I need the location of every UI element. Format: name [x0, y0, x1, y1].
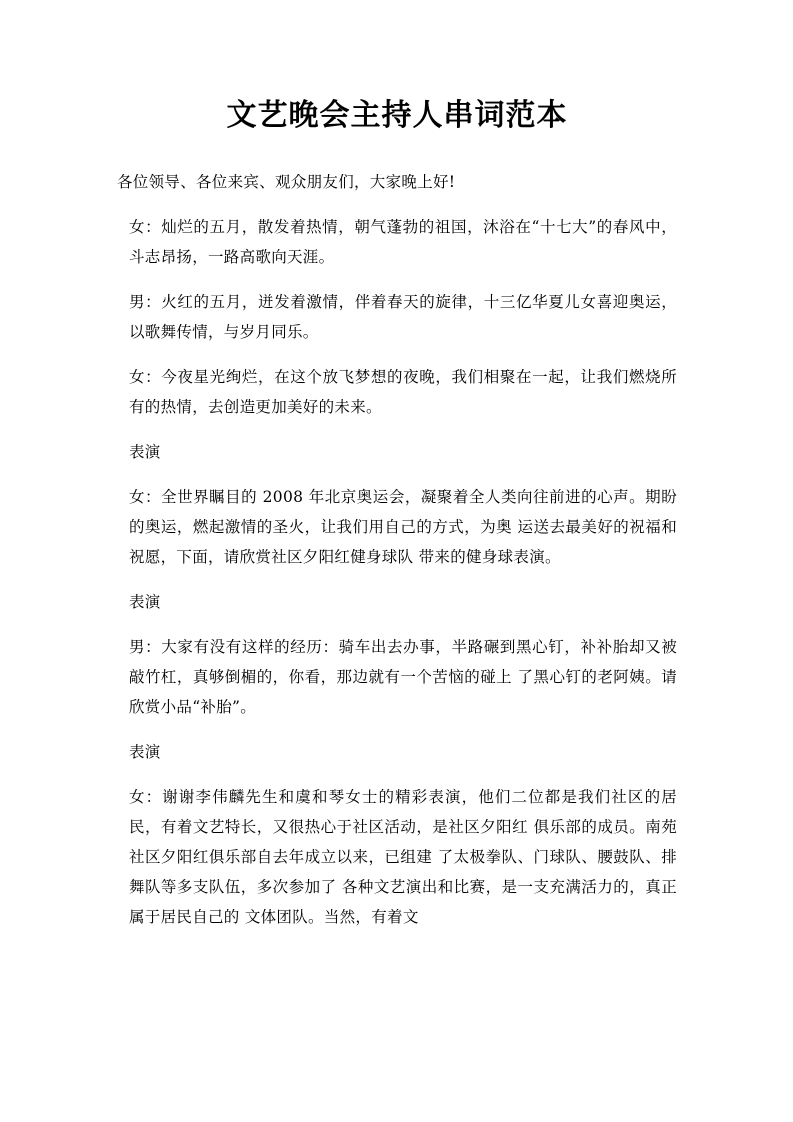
paragraph: 男：大家有没有这样的经历：骑车出去办事，半路碾到黑心钉，补补胎却又被敲竹杠，真够倒楣的，你看，那边就有一个苦恼的碰上 了黑心钉的老阿姨。请欣赏小品“补胎”。	[129, 638, 677, 716]
document-body	[117, 167, 677, 932]
paragraph-greeting: 各位领导、各位来宾、观众朋友们，大家晚上好!	[117, 173, 456, 191]
performance-label: 表演	[129, 743, 161, 761]
performance-label: 表演	[129, 593, 161, 611]
paragraph: 女：全世界瞩目的 2008 年北京奥运会，凝聚着全人类向往前进的心声。期盼的奥运，燃起激情的圣火，让我们用自己的方式，为奥 运送去最美好的祝福和祝愿，下面，请欣赏社区夕阳红健身球队 带来的健身球表演。	[129, 488, 677, 566]
performance-label: 表演	[129, 443, 161, 461]
document-title: 文艺晚会主持人串词范本	[226, 98, 568, 133]
paragraph: 女：灿烂的五月，散发着热情，朝气蓬勃的祖国，沐浴在“十七大”的春风中，斗志昂扬，一路高歌向天涯。	[129, 218, 677, 266]
paragraph: 女：今夜星光绚烂，在这个放飞梦想的夜晚，我们相聚在一起，让我们燃烧所有的热情，去创造更加美好的未来。	[129, 368, 677, 416]
paragraph: 女：谢谢李伟麟先生和虞和琴女士的精彩表演，他们二位都是我们社区的居民，有着文艺特长，又很热心于社区活动，是社区夕阳红 俱乐部的成员。南苑社区夕阳红俱乐部自去年成立以来，已组建 了太极拳队、门球队、腰鼓队、排舞队等多支队伍，多次参加了 各种文艺演出和比赛，是一支充满活力的，真正属于居民自己的 文体团队。当然，有着文	[129, 788, 677, 926]
paragraph: 男：火红的五月，迸发着激情，伴着春天的旋律，十三亿华夏儿女喜迎奥运，以歌舞传情，与岁月同乐。	[129, 293, 677, 341]
